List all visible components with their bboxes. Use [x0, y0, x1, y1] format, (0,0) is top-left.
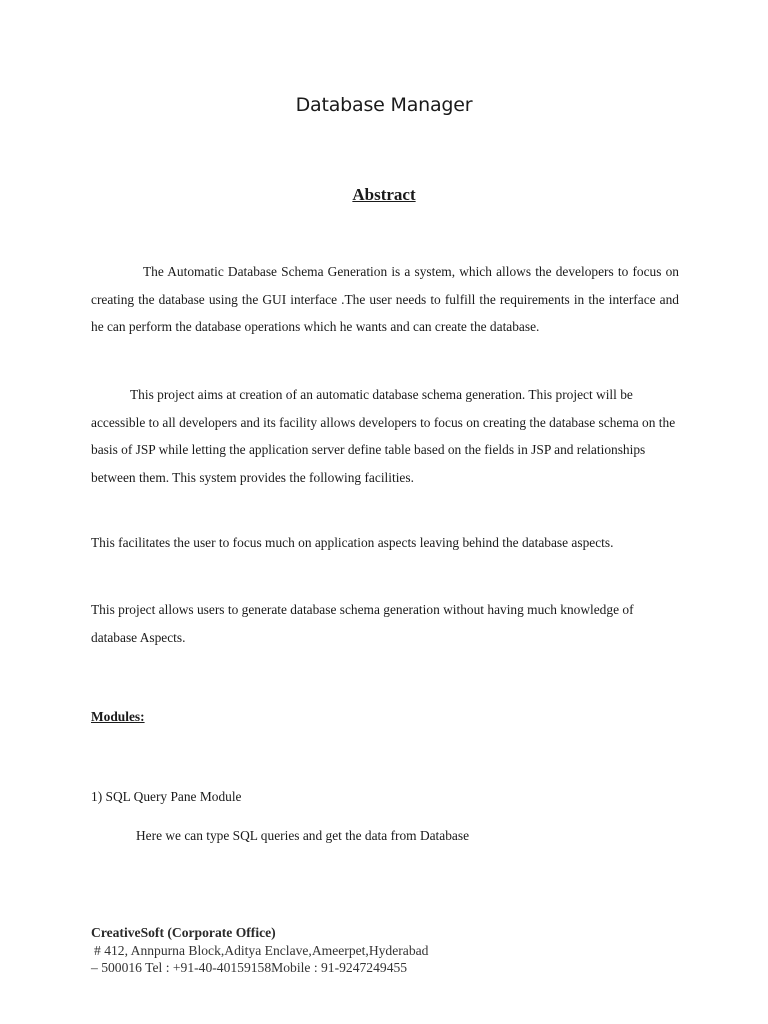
document-title: Database Manager [295, 94, 473, 116]
abstract-heading: Abstract [352, 185, 416, 204]
module-1-description: Here we can type SQL queries and get the data from Database [136, 828, 470, 843]
modules-heading: Modules: [91, 709, 145, 724]
footer-address-line-1: # 412, Annpurna Block,Aditya Enclave,Ameerpet,Hyderabad [94, 942, 429, 958]
footer-company-name: CreativeSoft (Corporate Office) [91, 925, 276, 940]
abstract-paragraph-1: The Automatic Database Schema Generation is a system, which allows the developers to focus on creating the database using the GUI interface .The user needs to fulfill the requirements in the interface and he can perform the database operations which he wants and can create the database. [91, 264, 679, 334]
module-1-title: 1) SQL Query Pane Module [91, 789, 242, 804]
footer [91, 924, 428, 977]
abstract-paragraph-2: This project aims at creation of an automatic database schema generation. This project will be accessible to all developers and its facility allows developers to focus on creating the database schema on the basis of JSP while letting the application server define table based on the fields in JSP and relationships between them. This system provides the following facilities. [91, 387, 676, 485]
abstract-paragraph-4: This project allows users to generate database schema generation without having much knowledge of database Aspects. [91, 602, 634, 645]
footer-address-line-2: – 500016 Tel : +91-40-40159158Mobile : 91-9247249455 [91, 960, 408, 975]
abstract-paragraph-3: This facilitates the user to focus much on application aspects leaving behind the database aspects. [91, 535, 614, 550]
